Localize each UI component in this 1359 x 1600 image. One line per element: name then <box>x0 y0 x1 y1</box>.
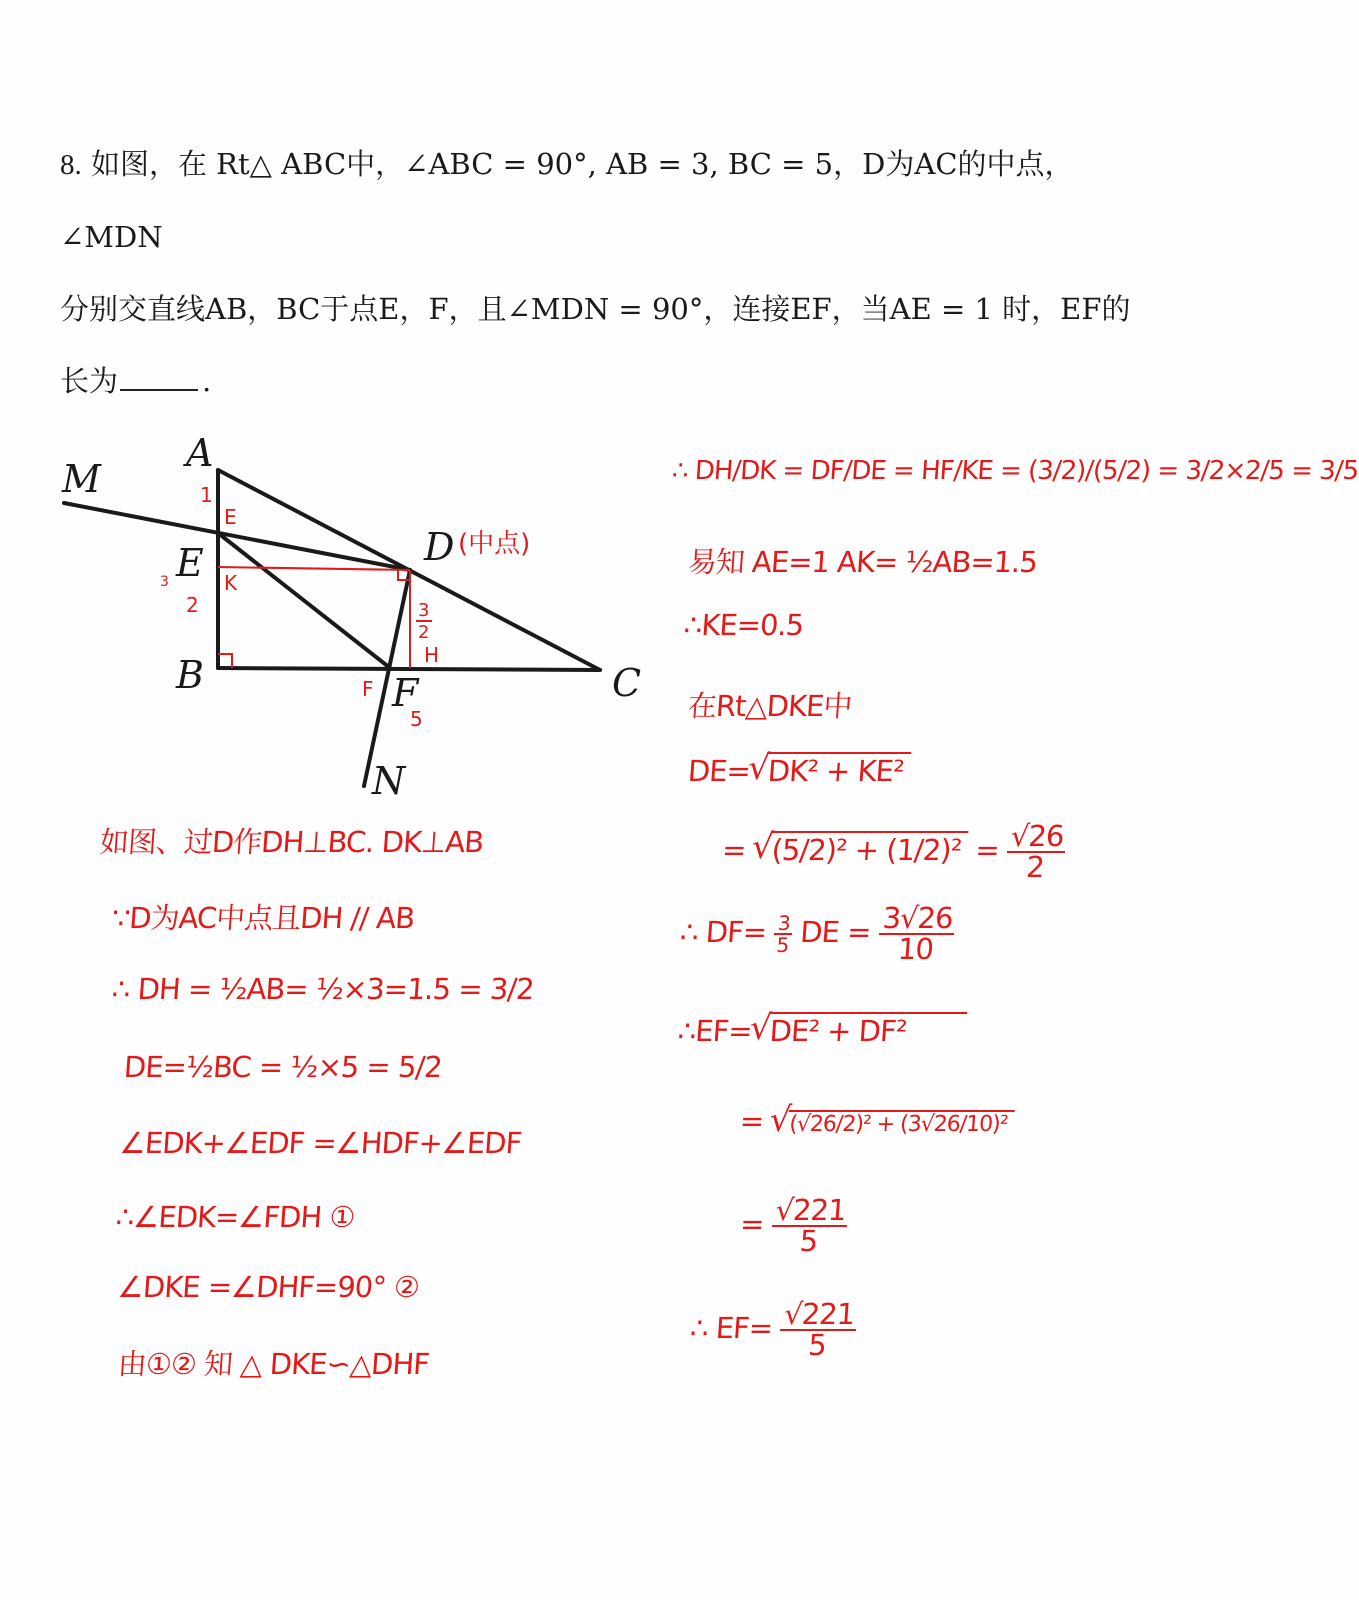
label-e: E <box>176 541 204 585</box>
label-n: N <box>372 759 406 803</box>
problem-statement <box>60 128 1140 417</box>
label-c: C <box>612 661 642 705</box>
left-step-8: 由①② 知 △ DKE∽△DHF <box>116 1347 431 1381</box>
label-a: A <box>186 431 214 475</box>
right-step-10 <box>738 1193 850 1258</box>
right-step-6: = √ (5/2)² + (1/2)² = $\frac{√26}{2}$ <box>720 822 1067 882</box>
r10-lhs: = <box>738 1207 765 1241</box>
left-step-4: DE=½BC = ½×5 = 5/2 <box>122 1050 443 1084</box>
problem-text-1: 如图，在 Rt△ ABC中，∠ABC = 90°, AB = 3, BC = 5，D为AC的中点，∠MDN <box>60 147 1074 254</box>
left-step-2: ∵D为AC中点且DH // AB <box>110 901 416 935</box>
r9-sqrt <box>770 1104 1015 1138</box>
r7-lhs: ∴ DF= <box>678 915 776 949</box>
right-step-11 <box>688 1297 858 1362</box>
left-step-6: ∴∠EDK=∠FDH ① <box>114 1200 356 1234</box>
segment-bc <box>218 668 600 670</box>
left-step-1: 如图、过D作DH⊥BC. DK⊥AB <box>98 825 485 859</box>
right-step-7 <box>678 901 957 966</box>
segment-ef <box>218 533 390 668</box>
right-step-3: ∴KE=0.5 <box>682 608 805 642</box>
problem-period: . <box>202 364 212 398</box>
label-k: K <box>224 571 238 595</box>
note-midpoint: (中点) <box>458 529 531 559</box>
r6-radicand: (5/2)² + (1/2)² <box>768 831 968 867</box>
r10-result: $\frac{√221}{5}$ <box>769 1196 849 1256</box>
problem-text-2: 分别交直线AB，BC于点E，F，且∠MDN = 90°，连接EF，当AE = 1 时，EF的 <box>60 292 1131 326</box>
problem-number: 8. <box>60 149 82 181</box>
len-ae: 1 <box>200 483 213 507</box>
answer-blank[interactable] <box>120 363 198 391</box>
label-e-red: E <box>224 505 237 529</box>
r5-lhs: DE= <box>686 754 752 788</box>
right-step-1: ∴ DH/DK = DF/DE = HF/KE = (3/2)/(5/2) = 3/2×2/5 = 3/5 <box>670 456 1359 486</box>
r6-sqrt <box>752 831 968 867</box>
len-ab: 3 <box>160 574 169 590</box>
right-step-8 <box>677 1012 968 1048</box>
len-eb: 2 <box>186 593 199 617</box>
right-angle-b <box>218 654 232 668</box>
label-f-red: F <box>362 677 374 701</box>
r7-mid: DE = <box>799 915 872 949</box>
r6-result: $\frac{√26}{2}$ <box>1005 822 1068 882</box>
right-step-5 <box>687 752 911 788</box>
label-h: H <box>424 643 440 667</box>
right-step-2: 易知 AE=1 AK= ½AB=1.5 <box>686 545 1039 579</box>
r7-coef: $\frac{3}{5}$ <box>773 913 794 955</box>
r11-lhs: ∴ EF= <box>688 1311 774 1345</box>
problem-text-3: 长为 <box>60 364 119 398</box>
left-step-3: ∴ DH = ½AB= ½×3=1.5 = 3/2 <box>110 972 535 1006</box>
len-dh-num: 3 <box>418 600 430 621</box>
label-f: F <box>392 671 419 715</box>
r5-radicand: DK² + KE² <box>765 752 911 788</box>
right-step-4: 在Rt△DKE中 <box>686 689 853 723</box>
left-step-7: ∠DKE =∠DHF=90° ② <box>116 1270 421 1304</box>
final-answer: $\frac{√221}{5}$ <box>778 1300 858 1360</box>
r9-lhs: = <box>738 1104 765 1138</box>
r9-radicand: (√26/2)² + (3√26/10)² <box>786 1110 1014 1137</box>
r8-sqrt <box>751 1012 968 1048</box>
r5-sqrt <box>749 752 911 788</box>
problem-line-1 <box>60 128 1140 273</box>
right-step-9 <box>739 1104 1015 1138</box>
label-d: D <box>424 525 455 569</box>
len-bc: 5 <box>410 707 423 731</box>
left-step-5: ∠EDK+∠EDF =∠HDF+∠EDF <box>118 1126 523 1160</box>
label-m: M <box>62 457 101 501</box>
problem-line-3 <box>60 345 1140 417</box>
r6-lhs: = <box>720 833 747 867</box>
r8-radicand: DE² + DF² <box>767 1012 968 1048</box>
label-b: B <box>176 653 204 697</box>
geometry-figure <box>0 430 680 810</box>
ray-dm <box>64 503 410 570</box>
len-dh-den: 2 <box>418 622 430 643</box>
r7-result: $\frac{3√26}{10}$ <box>876 904 956 964</box>
segment-dk <box>218 567 410 570</box>
r8-lhs: ∴EF= <box>676 1014 753 1048</box>
